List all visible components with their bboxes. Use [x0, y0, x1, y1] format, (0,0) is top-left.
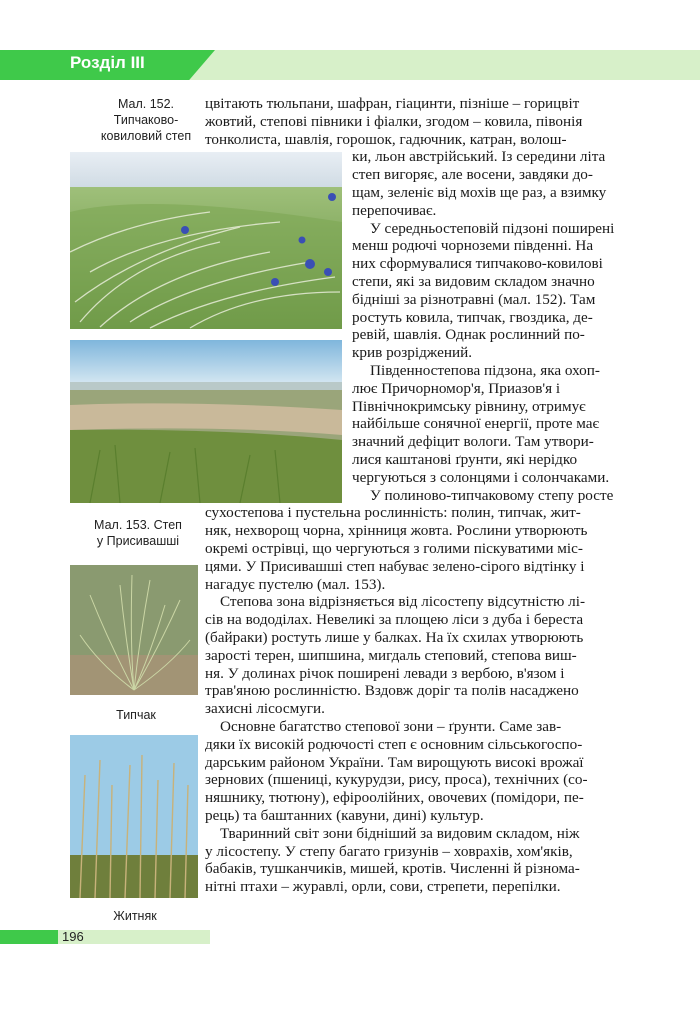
- tipchak-photo: [70, 565, 198, 695]
- text-line: У середньостеповій підзоні поширені: [370, 219, 615, 237]
- text-line: цями. У Присивашші степ набуває зелено-сірого відтінку і: [205, 557, 585, 575]
- text-line: Південностепова підзона, яка охоп-: [370, 362, 600, 379]
- text-line: дяки їх високій родючості степ є основним сільськогоспо-: [205, 735, 583, 753]
- text-line: трав'яною рослинністю. Вздовж доріг та полів насаджено: [205, 682, 579, 700]
- text-line: нагадує пустелю (мал. 153).: [205, 575, 386, 593]
- text-line: (байраки) ростуть лише у балках. На їх схилах утворюють: [205, 629, 584, 646]
- text-line: бабаків, тушканчиків, мишей, кротів. Численні й різнома-: [205, 860, 580, 878]
- text-line: тонколиста, шавлія, горошок, гадючник, катран, волош-: [205, 130, 567, 148]
- text-line: перепочиває.: [352, 201, 437, 219]
- text-line: нітні птахи – журавлі, орли, сови, стрепети, перепілки.: [205, 878, 561, 896]
- zhytniak-caption: Житняк: [113, 909, 157, 923]
- footer-tab: [0, 930, 58, 944]
- text-line: зернових (пшениці, кукурудзи, рису, проса), технічних (со-: [205, 771, 588, 789]
- text-line: ня. У долинах річок поширені левади з вербою, в'язом і: [205, 664, 565, 682]
- text-line: рець) та баштанних (кавуни, дині) культур.: [205, 807, 484, 824]
- text-line: менш родючі чорноземи південні. На: [352, 237, 594, 255]
- text-line: ки, льон австрійський. Із середини літа: [352, 148, 606, 166]
- text-line: няшнику, тютюну), ефіроолійних, овочевих (помідори, пе-: [205, 789, 584, 807]
- text-line: няк, нехворощ чорна, хрінниця жовта. Рослини утворюють: [205, 522, 588, 540]
- section-title: Розділ III: [70, 53, 145, 72]
- zhytniak-photo: [70, 735, 198, 898]
- text-line: бідніші за різнотравні (мал. 152). Там: [352, 290, 596, 308]
- text-line: лює Причорномор'я, Приазов'я і: [352, 379, 561, 397]
- caption-line: Мал. 152.: [117, 97, 175, 111]
- text-line: ревій, шавлія. Однак рослинний по-: [352, 326, 585, 344]
- tipchak-caption: Типчак: [116, 708, 156, 722]
- text-line: Північнокримську рівнину, отримує: [352, 397, 586, 415]
- text-line: сів на вододілах. Невеликі за площею ліси з дуба і береста: [205, 611, 584, 629]
- text-line: у лісостепу. У степу багато гризунів – ховрахів, хом'яків,: [205, 842, 573, 860]
- text-line: жовтий, степові півники і фіалки, згодом – ковила, півонія: [205, 112, 583, 130]
- caption-line: Типчаково-: [113, 113, 179, 127]
- text-line: Основне багатство степової зони – ґрунти. Саме зав-: [220, 718, 562, 735]
- text-line: степи, які за видовим складом значно: [352, 273, 595, 290]
- text-line: найбільше сонячної енергії, проте має: [352, 415, 600, 433]
- text-line: чергуються з солонцями і солончаками.: [352, 468, 610, 486]
- text-line: лися каштанові ґрунти, які нерідко: [352, 451, 578, 468]
- caption-line: у Присивашші: [96, 534, 180, 548]
- text-line: зарості терен, шипшина, мигдаль степовий, степова виш-: [205, 646, 577, 664]
- text-line: ростуть ковила, типчак, гвоздика, де-: [352, 308, 593, 326]
- text-line: сухостепова і пустельна рослинність: полин, типчак, жит-: [205, 504, 581, 522]
- text-line: степ вигоряє, але восени, завдяки до-: [352, 166, 593, 184]
- text-line: цвітають тюльпани, шафран, гіацинти, пізніше – горицвіт: [205, 95, 580, 112]
- text-line: захисні лісосмуги.: [205, 700, 325, 718]
- text-line: значний дефіцит вологи. Там утвори-: [352, 433, 594, 451]
- text-line: них сформувалися типчаково-ковилові: [352, 255, 603, 273]
- text-line: Степова зона відрізняється від лісостепу відсутністю лі-: [220, 593, 586, 611]
- text-line: окремі острівці, що чергуються з голими піскуватими міс-: [205, 540, 583, 557]
- sivash-steppe-photo: [70, 340, 342, 503]
- page-number: 196: [62, 929, 84, 944]
- caption-line: Мал. 153. Степ: [94, 518, 182, 532]
- feather-grass-steppe-photo: [70, 152, 342, 329]
- text-line: крив розріджений.: [352, 344, 473, 362]
- caption-line: ковиловий степ: [100, 129, 192, 143]
- text-line: У полиново-типчаковому степу росте: [370, 486, 614, 504]
- figure-152-caption: [86, 96, 206, 144]
- figure-153-caption: [80, 517, 196, 549]
- text-line: щам, зеленіє від мохів ще раз, а взимку: [352, 184, 607, 201]
- text-line: дарським районом України. Там вирощують високі врожаї: [205, 753, 584, 771]
- text-line: Тваринний світ зони бідніший за видовим складом, ніж: [220, 824, 580, 842]
